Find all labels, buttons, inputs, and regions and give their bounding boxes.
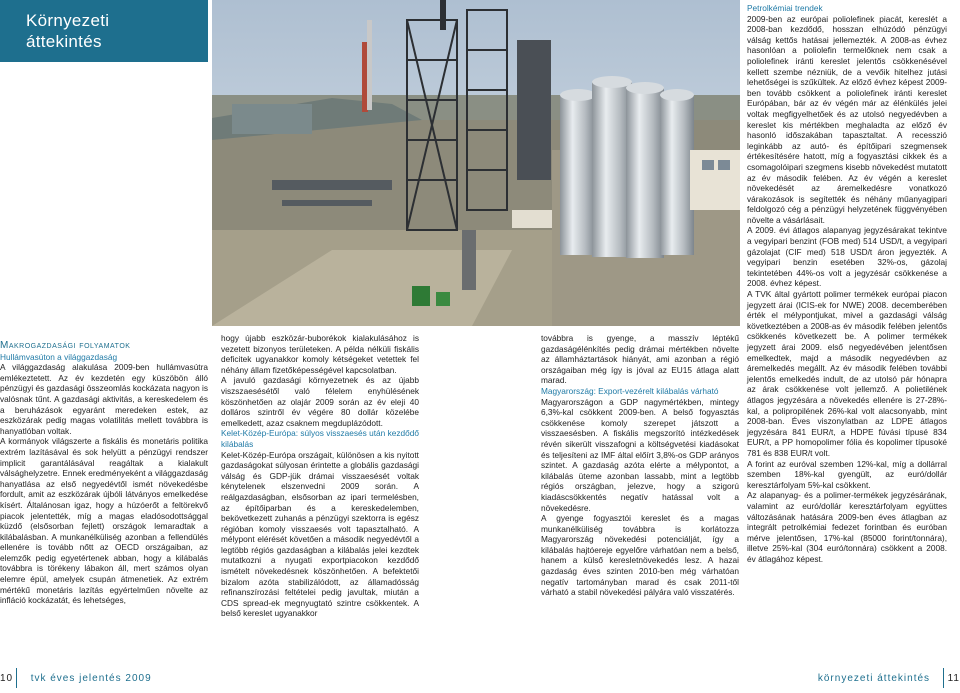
subheading-cee: Kelet-Közép-Európa: súlyos visszaesés után kezdődő kilábalás	[221, 428, 419, 449]
footer-left	[0, 673, 152, 684]
col2-paragraph-2: A javuló gazdasági környezetnek és az újabb viszszaesésétől való félelem enyhülésének köszönhetően az olajár 2009 során az év eleji 40 dolláros szintről év végére 80 dollár közelébe emelkedett, azaz csaknem megduplázódott.	[221, 375, 419, 428]
col3-paragraph-1: továbbra is gyenge, a masszív léptékű gazdaságélénkítés pedig drámai mértékben növelte az államháztartások hiányát, ami azonban a régió országaiban még így is jóval az EU15 átlaga alatt marad.	[541, 333, 739, 386]
col4-paragraph-3: A TVK által gyártott polimer termékek európai piacon jegyzett árai (ICIS-ek for NWE) 2008. decemberében érték el mélypontjukat, mivel a gazdasági válság következtében a 2008-as év második felében jelentős csökkenés következett be. A polimer termékek jegyzett árai 2009. első negyedévében jelentősen emelkedtek, majd a második negyedévben az áremelkedés megállt. Az év második felében további jelentős emelkedés indult, de az utolsó pár hónapra az árak csökkenése volt jellemző. A polietilének átlagos jegyzésára a növekedés ellenére is 27-28%-kal, a polipropilének 26%-kal volt alacsonyabb, mint 2008-ban. Éves viszonylatban az LDPE átlagos jegyzésára 841 EUR/t, a HDPE fúvási típusé 834 EUR/t, a PP homopolimer fólia és kopolimer típusoké 781 és 838 EUR/t volt.	[747, 289, 947, 458]
col4-paragraph-1: 2009-ben az európai poliolefinek piacát, kereslét a 2008-ban kezdődő, hosszan elhúzódó pénzügyi válság kettős hatásai jellemezték. A 2008-as évhez hasonlóan a poliolefin termelőknek nem csak a poliolefinek iránti kereslet jelentős csökkenésével kellett szembe nézniük, de a vevőik hitelhez jutási lehetőségei is szűkültek. Az előző évhez képest 2009-ben tovább csökkent a poliolefinek iránti kereslet Európában, bár az év végén már az élénkülés jelei voltak megfigyelhetőek és az utolsó negyedévben a kereslet kis mértékben meghaladta az előző év hasonló időszakában tapasztaltat. A recesszió leginkább az autó- és építőipari szegmensek értékesítésére hatott, míg a fogyasztási cikkek és a csomagolóipari szegmens kisebb növekedést mutatott az év második felében. Az év végén a kereslet növekedését az áremelkedésre vonatkozó várakozások is segítették és néhány műanyagipari feldolgozó cég a pénzügyi helyzetének függvényében növelte a vásárlásait.	[747, 13, 947, 225]
footer-right-title: környezeti áttekintés	[817, 673, 931, 684]
subheading-hungary: Magyarország: Export-vezérelt kilábalás várható	[541, 385, 719, 396]
page-number-right: 11	[947, 673, 960, 684]
col4-paragraph-4: A forint az euróval szemben 12%-kal, míg a dollárral szemben 18%-kal gyengült, az euró/dollár keresztárfolyam 5%-kal csökkent.	[747, 458, 947, 490]
header-title-line2: áttekintés	[26, 32, 102, 51]
column-1	[0, 341, 208, 606]
col1-paragraph-1: A világgazdaság alakulása 2009-ben hullámvasútra emlékeztetett. Az év kezdetén egy küszöbön álló pénzügyi és gazdasági összeomlás kockázata nagyon is valósnak tűnt. A gazdasági aktivitás, a kereskedelem és a beruházások egyaránt meredeken estek, az eszközárak pedig magas volatilitás mellett továbbra is hanyatlóban voltak.	[0, 362, 209, 436]
col2-paragraph-1: hogy újabb eszközár-buborékok kialakulásához is vezetett bizonyos területeken. A példa nélküli fiskális deficitek ugyanakkor komoly kétségeket vetettek fel néhány állam fizetőképességével kapcsolatban.	[221, 333, 419, 375]
refinery-photo	[212, 0, 740, 326]
col3-paragraph-2: Magyarországon a GDP nagymértékben, mintegy 6,3%-kal csökkent 2009-ben. A belső fogyasztás csökkenése komoly szerepet játszott a visszaesésben. A fiskális megszorító intézkedések révén sikerült visszafogni a költségvetési kiadásokat és teljesíteni az IMF által előírt 3,8%-os GDP arányos szintet. A gazdaság azóta elérte a mélypontot, a kilábalás üteme azonban lassabb, mint a legtöbb régiós országban, jelezve, hogy a szigorú kiadáscsökkentés negatív hatással volt a növekedésre.	[541, 396, 739, 513]
column-4	[747, 3, 947, 564]
section-title-macro: Makrogazdasági folyamatok	[0, 340, 131, 351]
col4-paragraph-5: Az alapanyag- és a polimer-termékek jegyzésárának, valamint az euró/dollár keresztárfolyam együttes változásának hatására 2009-ben éves átlagban az integrált petrolkémiai fedezet forintban és euróban mérve jelentősen, 17%-kal (85000 forint/tonnára), illetve 25%-kal (304 euró/tonnára) csökkent a 2008. év átlagához képest.	[747, 490, 947, 564]
page-number-left: 10	[0, 673, 14, 684]
section-header-box	[0, 0, 208, 62]
subheading-rollercoaster: Hullámvasúton a világgazdaság	[0, 351, 118, 362]
column-2	[221, 333, 419, 619]
header-title-line1: Környezeti	[26, 11, 110, 30]
col3-paragraph-3: A gyenge fogyasztói kereslet és a magas munkanélküliség továbbra is korlátozza Magyarország növekedési potenciálját, így a kilábalás hajtóereje egyelőre várhatóan nem a belső, hanem a külső keresletnövekedés lesz. A hazai gazdaság éves szinten 2010-ben még várhatóan negatív tartományban marad és csak 2011-től várható a stabil növekedési pályára való visszatérés.	[541, 513, 739, 598]
column-3	[541, 333, 739, 598]
col4-paragraph-2: A 2009. évi átlagos alapanyag jegyzésárakat tekintve a vegyipari benzint (FOB med) 514 USD/t, a vegyipari gázolajat (CIF med) 518 USD/t áron jegyezték. A vegyipari benzin esetében 32%-os, gázolaj tekintetében 44%-os volt a jegyzésár csökkenése a 2008. évhez képest.	[747, 225, 947, 289]
subheading-petrochemical: Petrolkémiai trendek	[747, 3, 823, 13]
footer-left-title: tvk éves jelentés 2009	[30, 673, 152, 684]
section-header-title	[26, 10, 109, 52]
footer-right	[818, 673, 960, 684]
col2-paragraph-3: Kelet-Közép-Európa országait, különösen a kis nyitott gazdaságokat súlyosan érintette a globális gazdasági válság és GDP-jük drámai visszaesését voltak kénytelenek elszenvedni 2009 során. A reálgazdaságban, elsősorban az ipari termelésben, az építőiparban és a kereskedelemben, bekövetkezett zuhanás a pénzügyi szektorra is egész régióban komoly visszaesés volt tapasztalható. A mélypont elérését követően a második negyedévtől a legtöbb régiós gazdaságban a kilábalás jelei kezdtek mutatkozni a nyugati exportpiacokon kezdődő ismételt növekedésnek köszönhetően. A befektetői bizalom azóta stabilizálódott, az államadósság refinanszírozási feltételei pedig javultak, miután a CDS spread-ek megnyugtató szintre csökkentek. A belső kereslet ugyanakkor	[221, 449, 419, 619]
col1-paragraph-2: A kormányok világszerte a fiskális és monetáris politika extrém lazításával és sok helyütt a pénzügyi rendszer implicit garantálásával reagáltak a kialakult válsághelyzetre. Ennek eredményeként a világgazdaság hanyatlása az első negyedévtől ismét növekedésbe fordult, amit az eszközárak újbóli látványos emelkedése kísért. Általánosan igaz, hogy a húzóerőt a feltörekvő piacok jelentették, míg a magas eladósodottsággal küzdő (elsősorban fejlett) országok lemaradtak a kilábalásban. A munkanélküliség azonban a fellendülés ellenére is tovább nőtt az OECD országaiban, az elemzők pedig egyetértenek abban, hogy a kilábalás továbbra is törékeny lábakon áll, mert számos olyan elemre épül, amelyek csupán átmenetiek. Az extrém mértékű monetáris lazítás egyértelműen növelte az infláció kockázatát, és lehetséges,	[0, 436, 208, 606]
